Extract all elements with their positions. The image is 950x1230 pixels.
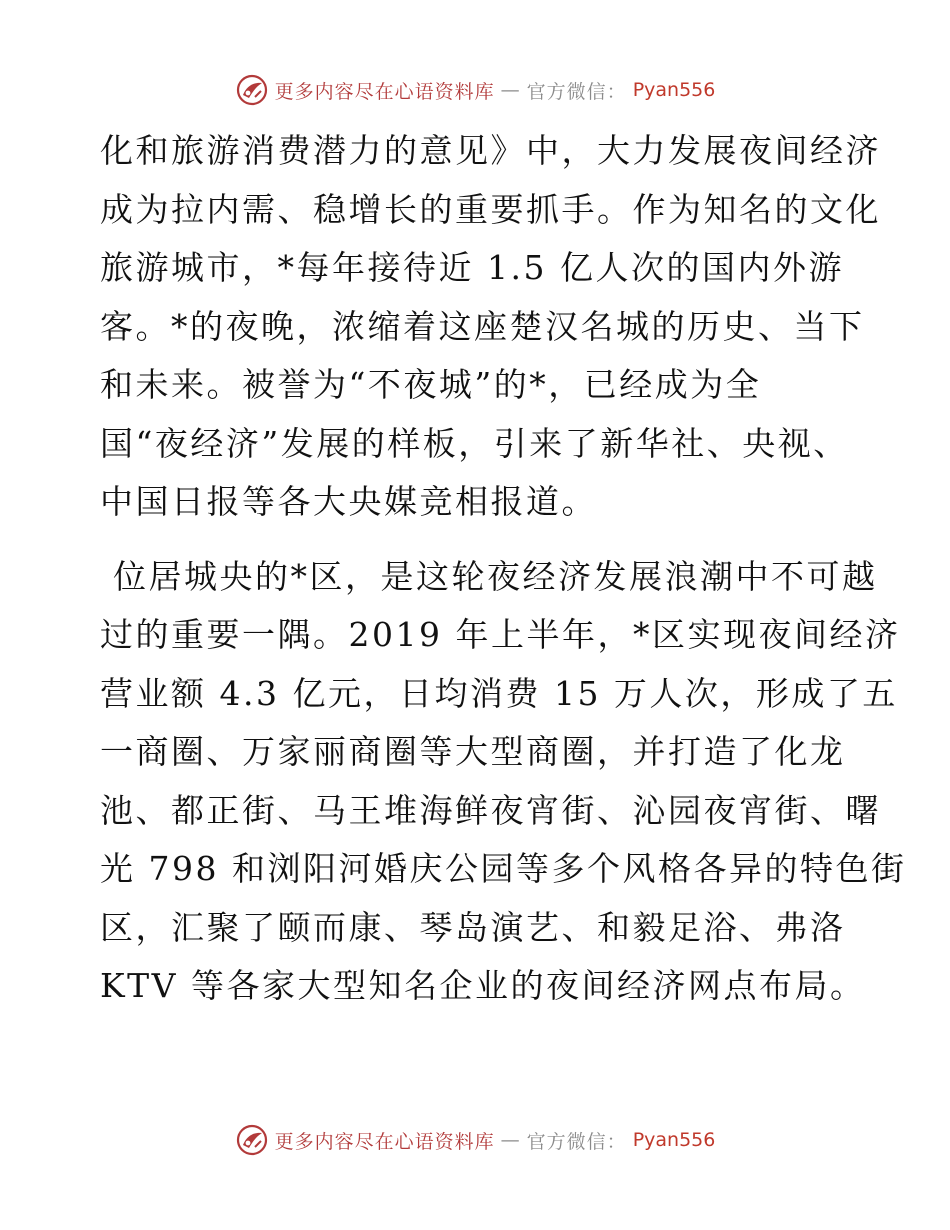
text-line: KTV 等各家大型知名企业的夜间经济网点布局。 [100, 966, 866, 1005]
text-line: 过的重要一隅。2019 年上半年，*区实现夜间经济 [100, 615, 901, 654]
text-line: 营业额 4.3 亿元，日均消费 15 万人次，形成了五 [100, 673, 898, 713]
document-body [100, 122, 907, 1016]
logo-icon [235, 73, 269, 107]
text-line: 光 798 和浏阳河婚庆公园等多个风格各异的特色街 [100, 849, 907, 888]
header-banner [0, 70, 950, 110]
paragraph-1 [100, 122, 881, 532]
footer-wechat-label: 官方微信： [526, 1130, 627, 1153]
header-dash: — [500, 79, 521, 101]
text-line: 位居城央的*区，是这轮夜经济发展浪潮中不可越 [100, 556, 878, 596]
text-line: 化和旅游消费潜力的意见》中，大力发展夜间经济 [100, 131, 881, 170]
paragraph-spacer [100, 532, 860, 548]
text-line: 旅游城市，*每年接待近 1.5 亿人次的国内外游 [100, 248, 844, 287]
text-line: 区，汇聚了颐而康、琴岛演艺、和毅足浴、弗洛 [100, 907, 846, 947]
header-wechat-id: Pyan556 [632, 79, 716, 101]
text-line: 成为拉内需、稳增长的重要抓手。作为知名的文化 [100, 189, 881, 229]
text-line: 一商圈、万家丽商圈等大型商圈，并打造了化龙 [100, 732, 846, 771]
footer-dash: — [500, 1129, 521, 1151]
footer-banner [0, 1120, 950, 1160]
text-line: 客。*的夜晚，浓缩着这座楚汉名城的历史、当下 [100, 306, 865, 346]
header-site-name: 更多内容尽在心语资料库 [274, 80, 495, 103]
header-wechat-label: 官方微信： [526, 80, 627, 103]
logo-icon [235, 1123, 269, 1157]
footer-site-name: 更多内容尽在心语资料库 [274, 1130, 495, 1153]
footer-wechat-id: Pyan556 [632, 1129, 716, 1151]
text-line: 和未来。被誉为“不夜城”的*，已经成为全 [100, 365, 762, 404]
paragraph-2 [100, 548, 907, 1016]
text-line: 中国日报等各大央媒竞相报道。 [100, 482, 597, 521]
text-line: 池、都正街、马王堆海鲜夜宵街、沁园夜宵街、曙 [100, 790, 881, 830]
text-line: 国“夜经济”发展的样板，引来了新华社、央视、 [100, 423, 849, 463]
